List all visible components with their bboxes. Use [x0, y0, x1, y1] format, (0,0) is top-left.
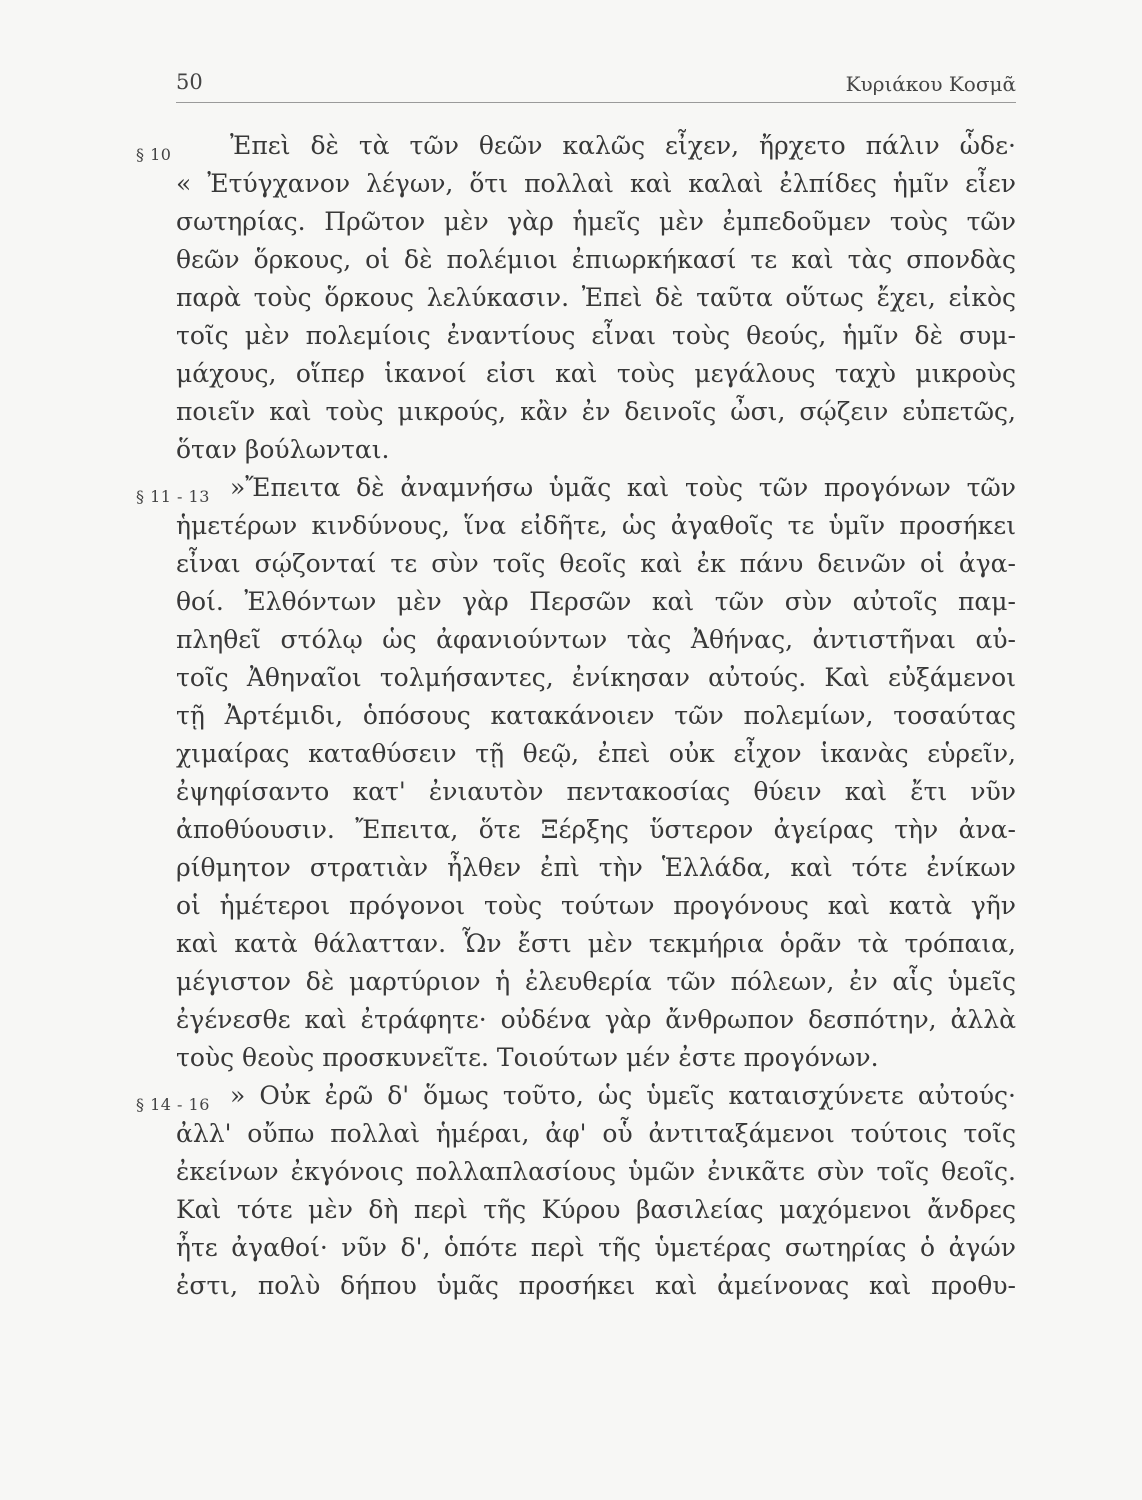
- page-number: 50: [176, 70, 203, 94]
- text-line: τῇ Ἀρτέμιδι, ὁπόσους κατακάνοιεν τῶν πολεμίων, τοσαύτας: [176, 701, 1016, 730]
- section-marker: § 10: [136, 145, 172, 164]
- text-line: Καὶ τότε μὲν δὴ περὶ τῆς Κύρου βασιλείας μαχόμενοι ἄνδρες: [176, 1195, 1016, 1224]
- text-line: » Οὐκ ἐρῶ δ' ὅμως τοῦτο, ὡς ὑμεῖς καταισχύνετε αὐτούς·: [230, 1081, 1016, 1110]
- text-line: τοῖς Ἀθηναῖοι τολμήσαντες, ἐνίκησαν αὐτούς. Καὶ εὐξάμενοι: [176, 663, 1016, 692]
- text-line: χιμαίρας καταθύσειν τῇ θεῷ, ἐπεὶ οὐκ εἶχον ἱκανὰς εὑρεῖν,: [176, 739, 1016, 768]
- text-line: οἱ ἡμέτεροι πρόγονοι τοὺς τούτων προγόνους καὶ κατὰ γῆν: [176, 891, 1016, 920]
- text-line: θεῶν ὅρκους, οἱ δὲ πολέμιοι ἐπιωρκήκασί τε καὶ τὰς σπονδὰς: [176, 245, 1016, 274]
- text-line: ἦτε ἀγαθοί· νῦν δ', ὁπότε περὶ τῆς ὑμετέρας σωτηρίας ὁ ἀγών: [176, 1233, 1016, 1262]
- page-header: [176, 70, 1016, 104]
- text-line: θοί. Ἐλθόντων μὲν γὰρ Περσῶν καὶ τῶν σὺν αὐτοῖς παμ-: [176, 587, 1016, 616]
- paragraph-section-14-16: [136, 1077, 1016, 1305]
- text-line: μάχους, οἵπερ ἱκανοί εἰσι καὶ τοὺς μεγάλους ταχὺ μικροὺς: [176, 359, 1016, 388]
- text-line: Ἐπεὶ δὲ τὰ τῶν θεῶν καλῶς εἶχεν, ἤρχετο πάλιν ὧδε·: [230, 131, 1016, 160]
- text-line: ἐστι, πολὺ δήπου ὑμᾶς προσήκει καὶ ἀμείνονας καὶ προθυ-: [176, 1271, 1016, 1300]
- header-rule: [176, 102, 1016, 103]
- body-text: [136, 127, 1016, 1305]
- text-line: ἡμετέρων κινδύνους, ἵνα εἰδῆτε, ὡς ἀγαθοῖς τε ὑμῖν προσήκει: [176, 511, 1016, 540]
- text-line: ἀποθύουσιν. Ἔπειτα, ὅτε Ξέρξης ὕστερον ἀγείρας τὴν ἀνα-: [176, 815, 1016, 844]
- text-line: μέγιστον δὲ μαρτύριον ἡ ἐλευθερία τῶν πόλεων, ἐν αἷς ὑμεῖς: [176, 967, 1016, 996]
- text-line: ἀλλ' οὔπω πολλαὶ ἡμέραι, ἀφ' οὗ ἀντιταξάμενοι τούτοις τοῖς: [176, 1119, 1016, 1148]
- text-line: καὶ κατὰ θάλατταν. Ὧν ἔστι μὲν τεκμήρια ὁρᾶν τὰ τρόπαια,: [176, 929, 1016, 958]
- text-line: τοῖς μὲν πολεμίοις ἐναντίους εἶναι τοὺς θεούς, ἡμῖν δὲ συμ-: [176, 321, 1016, 350]
- paragraph-section-10: [136, 127, 1016, 469]
- section-marker: § 14 - 16: [136, 1095, 210, 1114]
- text-line: »Ἔπειτα δὲ ἀναμνήσω ὑμᾶς καὶ τοὺς τῶν προγόνων τῶν: [230, 473, 1016, 502]
- text-line: παρὰ τοὺς ὅρκους λελύκασιν. Ἐπεὶ δὲ ταῦτα οὕτως ἔχει, εἰκὸς: [176, 283, 1016, 312]
- text-line: σωτηρίας. Πρῶτον μὲν γὰρ ἡμεῖς μὲν ἐμπεδοῦμεν τοὺς τῶν: [176, 207, 1016, 236]
- text-line: πληθεῖ στόλῳ ὡς ἀφανιούντων τὰς Ἀθήνας, ἀντιστῆναι αὐ-: [176, 625, 1016, 654]
- text-line: ἐκείνων ἐκγόνοις πολλαπλασίους ὑμῶν ἐνικᾶτε σὺν τοῖς θεοῖς.: [176, 1157, 1016, 1186]
- text-line: ὅταν βούλωνται.: [176, 435, 390, 464]
- paragraph-section-11-13: [136, 469, 1016, 1077]
- text-line: ἐγένεσθε καὶ ἐτράφητε· οὐδένα γὰρ ἄνθρωπον δεσπότην, ἀλλὰ: [176, 1005, 1016, 1034]
- section-marker: § 11 - 13: [136, 487, 210, 506]
- text-line: ἐψηφίσαντο κατ' ἐνιαυτὸν πεντακοσίας θύειν καὶ ἔτι νῦν: [176, 777, 1016, 806]
- text-line: ποιεῖν καὶ τοὺς μικρούς, κἂν ἐν δεινοῖς ὦσι, σῴζειν εὐπετῶς,: [176, 397, 1016, 426]
- text-line: « Ἐτύγχανον λέγων, ὅτι πολλαὶ καὶ καλαὶ ἐλπίδες ἡμῖν εἶεν: [176, 169, 1016, 198]
- text-line: τοὺς θεοὺς προσκυνεῖτε. Τοιούτων μέν ἐστε προγόνων.: [176, 1043, 879, 1072]
- running-head: Κυριάκου Κοσμᾶ: [845, 72, 1016, 96]
- text-line: ρίθμητον στρατιὰν ἦλθεν ἐπὶ τὴν Ἑλλάδα, καὶ τότε ἐνίκων: [176, 853, 1016, 882]
- text-line: εἶναι σῴζονταί τε σὺν τοῖς θεοῖς καὶ ἐκ πάνυ δεινῶν οἱ ἀγα-: [176, 549, 1016, 578]
